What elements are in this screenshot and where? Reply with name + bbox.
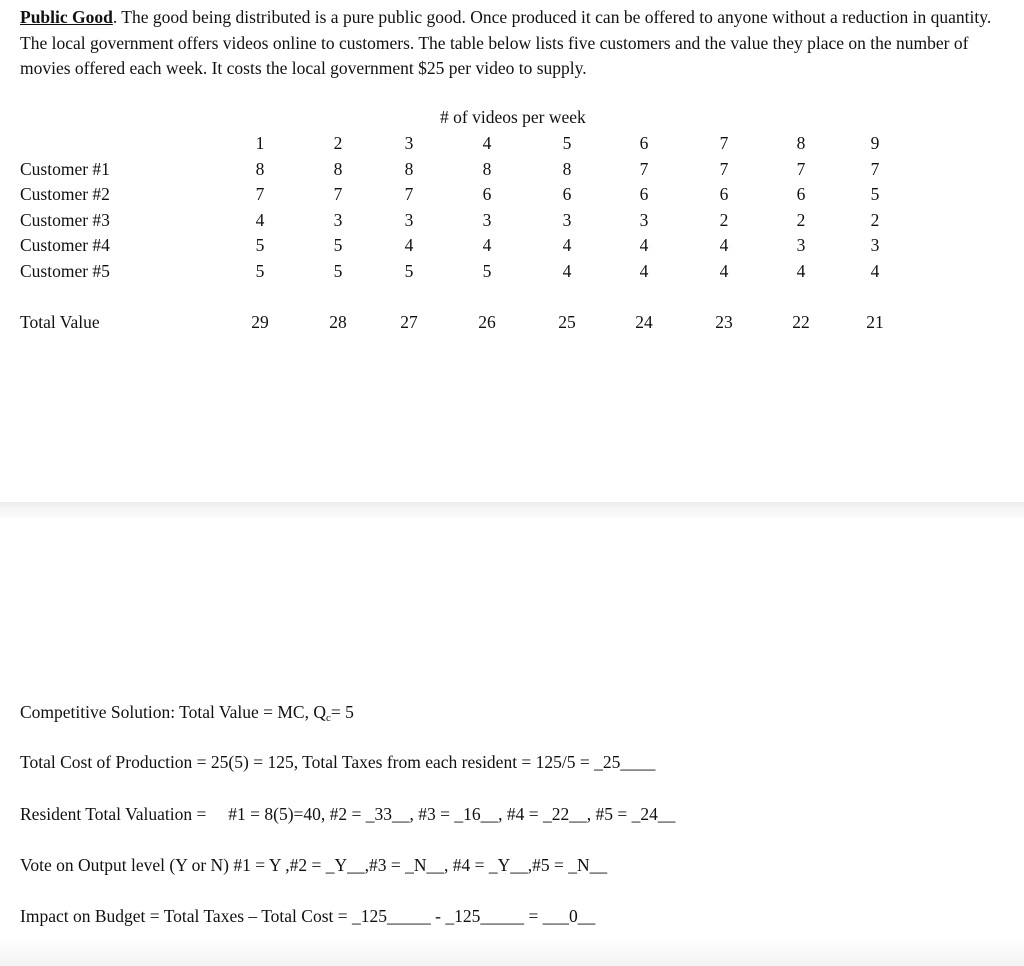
total-cell: 27 — [400, 312, 418, 332]
vote-line: Vote on Output level (Y or N) #1 = Y ,#2 = _Y__,#3 = _N__, #4 = _Y__,#5 = _N__ — [20, 855, 608, 875]
table-cell: 5 — [404, 261, 414, 281]
table-cell: 4 — [719, 261, 729, 281]
table-cell: 5 — [333, 235, 343, 255]
table-cell: 3 — [562, 210, 572, 230]
table-cell: 4 — [255, 210, 265, 230]
competitive-solution-line — [20, 702, 354, 724]
column-header: 1 — [255, 133, 265, 153]
table-cell: 5 — [333, 261, 343, 281]
table-cell: 7 — [796, 159, 806, 179]
column-header: 6 — [639, 133, 649, 153]
competitive-subscript: c — [326, 712, 331, 724]
table-cell: 3 — [404, 210, 414, 230]
table-cell: 6 — [562, 184, 572, 204]
table-cell: 4 — [562, 261, 572, 281]
total-cell: 28 — [329, 312, 347, 332]
table-cell: 3 — [870, 235, 880, 255]
table-cell: 3 — [482, 210, 492, 230]
table-cell: 2 — [870, 210, 880, 230]
table-cell: 6 — [482, 184, 492, 204]
total-cell: 21 — [866, 312, 884, 332]
table-cell: 7 — [639, 159, 649, 179]
column-header: 5 — [562, 133, 572, 153]
column-header: 2 — [333, 133, 343, 153]
total-cell: 26 — [478, 312, 496, 332]
column-header: 7 — [719, 133, 729, 153]
row-label: Customer #5 — [20, 261, 110, 281]
total-cell: 24 — [635, 312, 653, 332]
table-cell: 3 — [796, 235, 806, 255]
intro-term: Public Good — [20, 7, 113, 27]
column-header: 9 — [870, 133, 880, 153]
table-cell: 5 — [255, 261, 265, 281]
table-cell: 2 — [719, 210, 729, 230]
total-label: Total Value — [20, 312, 100, 332]
total-cost-line: Total Cost of Production = 25(5) = 125, Total Taxes from each resident = 125/5 = _25____ — [20, 752, 656, 772]
total-cell: 23 — [715, 312, 733, 332]
table-cell: 5 — [482, 261, 492, 281]
table-cell: 7 — [333, 184, 343, 204]
table-cell: 7 — [719, 159, 729, 179]
row-label: Customer #3 — [20, 210, 110, 230]
column-header: 8 — [796, 133, 806, 153]
row-label: Customer #4 — [20, 235, 110, 255]
bottom-shadow — [0, 938, 1024, 966]
total-cell: 25 — [558, 312, 576, 332]
table-cell: 8 — [333, 159, 343, 179]
table-cell: 4 — [639, 261, 649, 281]
problem-intro — [20, 5, 1010, 82]
table-cell: 7 — [870, 159, 880, 179]
table-cell: 2 — [796, 210, 806, 230]
table-cell: 3 — [333, 210, 343, 230]
table-cell: 4 — [404, 235, 414, 255]
resident-valuation-line: Resident Total Valuation = #1 = 8(5)=40, #2 = _33__, #3 = _16__, #4 = _22__, #5 = _24__ — [20, 804, 676, 824]
table-cell: 3 — [639, 210, 649, 230]
column-header: 3 — [404, 133, 414, 153]
page-divider — [0, 502, 1024, 518]
table-cell: 4 — [719, 235, 729, 255]
table-cell: 6 — [719, 184, 729, 204]
table-cell: 7 — [404, 184, 414, 204]
intro-text: . The good being distributed is a pure public good. Once produced it can be offered to anyone without a reduction in quantity. The local government offers videos online to customers. The table below lists five customers and the value they place on the number of movies offered each week. It costs the local government $25 per video to supply. — [20, 7, 992, 78]
competitive-solution-text: Competitive Solution: Total Value = MC, Q — [20, 702, 326, 722]
table-cell: 5 — [255, 235, 265, 255]
table-cell: 8 — [482, 159, 492, 179]
row-label: Customer #1 — [20, 159, 110, 179]
budget-impact-line: Impact on Budget = Total Taxes – Total Cost = _125_____ - _125_____ = ___0__ — [20, 906, 596, 926]
table-cell: 4 — [870, 261, 880, 281]
table-cell: 8 — [404, 159, 414, 179]
table-cell: 4 — [796, 261, 806, 281]
table-cell: 4 — [562, 235, 572, 255]
table-cell: 8 — [255, 159, 265, 179]
table-cell: 4 — [482, 235, 492, 255]
table-cell: 8 — [562, 159, 572, 179]
total-cell: 22 — [792, 312, 810, 332]
table-header: # of videos per week — [440, 107, 586, 127]
table-cell: 6 — [639, 184, 649, 204]
column-header: 4 — [482, 133, 492, 153]
row-label: Customer #2 — [20, 184, 110, 204]
table-cell: 4 — [639, 235, 649, 255]
total-cell: 29 — [251, 312, 269, 332]
competitive-quantity: = 5 — [330, 702, 354, 722]
table-cell: 6 — [796, 184, 806, 204]
table-cell: 7 — [255, 184, 265, 204]
table-cell: 5 — [870, 184, 880, 204]
